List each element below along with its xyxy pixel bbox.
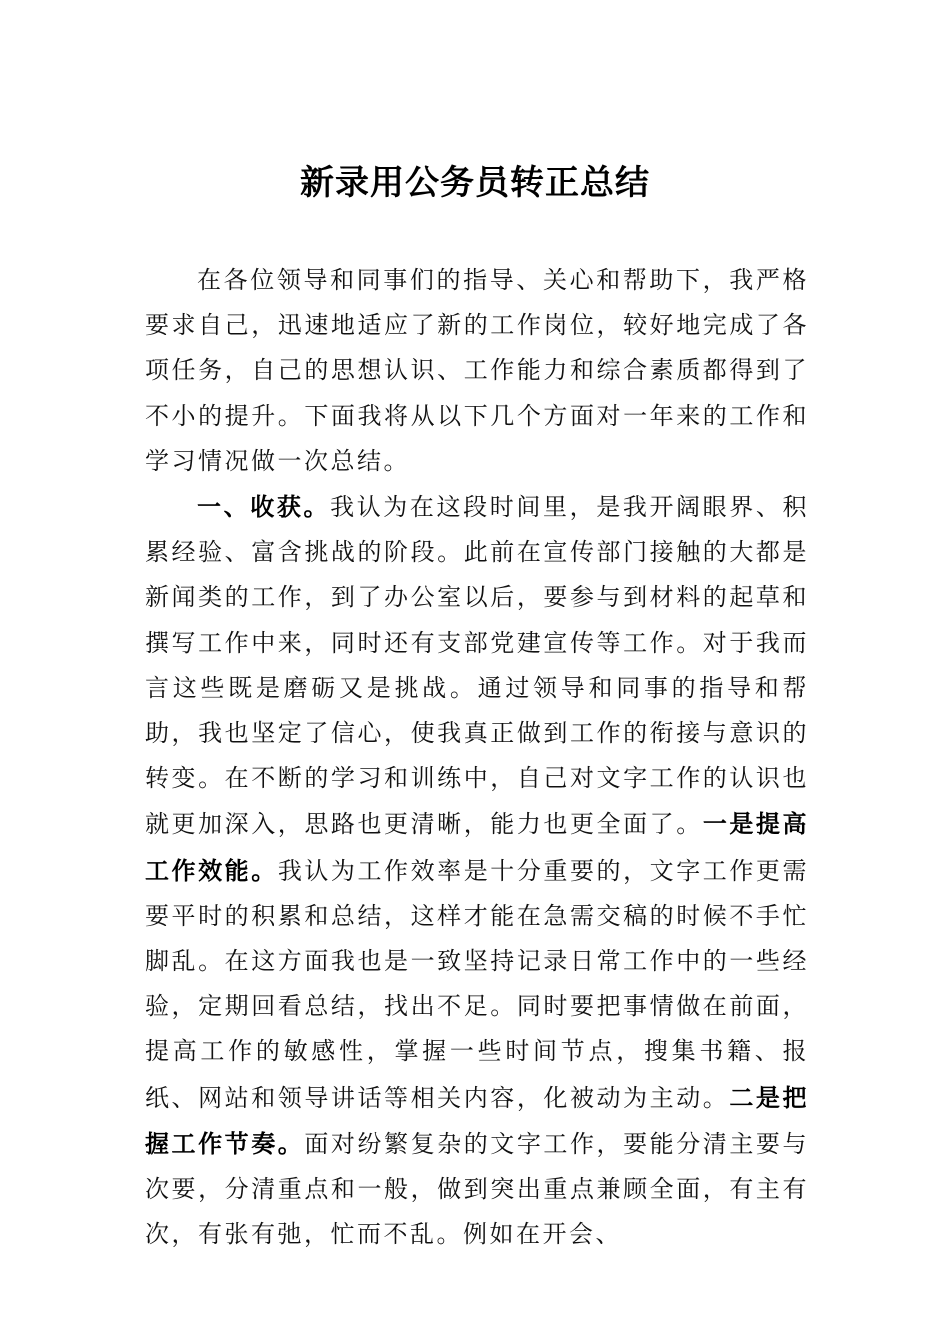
section-1-paragraph bbox=[145, 484, 809, 1257]
section-1-text: 我认为在这段时间里，是我开阔眼界、积累经验、富含挑战的阶段。此前在宣传部门接触的大都是新闻类的工作，到了办公室以后，要参与到材料的起草和撰写工作中来，同时还有支部党建宣传等工作。对于我而言这些既是磨砺又是挑战。通过领导和同事的指导和帮助，我也坚定了信心，使我真正做到工作的衔接与意识的转变。在不断的学习和训练中，自己对文字工作的认识也就更加深入，思路也更清晰，能力也更全面了。 bbox=[145, 493, 810, 839]
point-1-heading: 一是提高工作效能。 bbox=[145, 809, 809, 885]
document-title: 新录用公务员转正总结 bbox=[300, 163, 650, 203]
point-2-text: 面对纷繁复杂的文字工作，要能分清主要与次要，分清重点和一般，做到突出重点兼顾全面，有主有次，有张有弛，忙而不乱。例如在开会、 bbox=[145, 1129, 809, 1249]
intro-paragraph: 在各位领导和同事们的指导、关心和帮助下，我严格要求自己，迅速地适应了新的工作岗位，较好地完成了各项任务，自己的思想认识、工作能力和综合素质都得到了不小的提升。下面我将从以下几个方面对一年来的工作和学习情况做一次总结。 bbox=[145, 266, 809, 475]
point-1-text: 我认为工作效率是十分重要的，文字工作更需要平时的积累和总结，这样才能在急需交稿的时候不手忙脚乱。在这方面我也是一致坚持记录日常工作中的一些经验，定期回看总结，找出不足。同时要把事情做在前面，提高工作的敏感性，掌握一些时间节点，搜集书籍、报纸、网站和领导讲话等相关内容，化被动为主动。 bbox=[145, 856, 809, 1112]
document-body bbox=[145, 258, 809, 1257]
section-1-heading: 一、收获。 bbox=[197, 492, 331, 522]
point-2-heading: 二是把握工作节奏。 bbox=[145, 1082, 809, 1158]
